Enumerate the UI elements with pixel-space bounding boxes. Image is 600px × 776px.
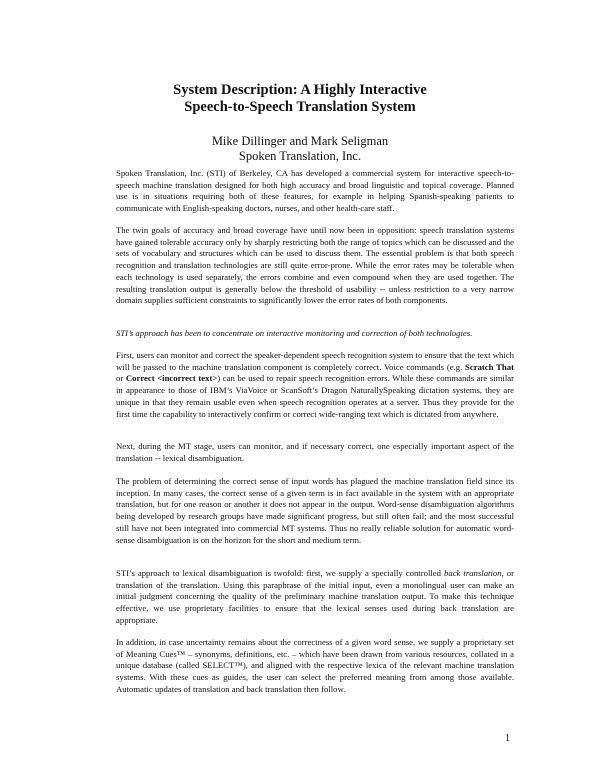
command-correct: Correct <incorrect text>	[125, 373, 218, 384]
paragraph-4-or: or	[116, 373, 124, 384]
paragraph-3	[116, 328, 514, 340]
paragraph-4-text-b: ) can be used to repair speech recognition errors. While these commands are similar in appearance to those of IBM’s ViaVoice or ScanSoft’s Dragon NaturallySpeaking dictation systems, they are unique in that they remain usable even when speech recognition operates at a server. Thus they provide for the first time the capability to interactively confirm or correct wide-ranging text which is dictated from anywhere.	[116, 373, 514, 419]
page-number: 1	[505, 733, 510, 744]
authors: Mike Dillinger and Mark Seligman	[211, 134, 389, 148]
paragraph-7	[116, 568, 514, 627]
paragraph-3-italic: STI’s approach has been to concentrate on interactive monitoring and correction of both technologies.	[116, 328, 473, 338]
paragraph-8: In addition, in case uncertainty remains about the correctness of a given word sense, we supply a proprietary set of Meaning Cues™ – synonyms, definitions, etc. – which have been drawn from various resources, collated in a unique database (called SELECT™), and aligned with the respective lexica of the relevant machine translation systems. With these cues as guides, the user can select the preferred meaning from among those available. Automatic updates of translation and back translation then follow.	[116, 637, 514, 694]
paragraph-1: Spoken Translation, Inc. (STI) of Berkeley, CA has developed a commercial system for interactive speech-to-speech machine translation designed for both high accuracy and broad linguistic and topical coverage. Planned use is in situations requiring both of these features, for example in helping Spanish-speaking patients to communicate with English-speaking doctors, nurses, and other health-care staff.	[116, 168, 514, 214]
back-translation-term: back translation	[444, 568, 502, 578]
title-line-2: Speech-to-Speech Translation System	[184, 99, 416, 115]
command-scratch-that: Scratch That	[465, 361, 514, 372]
paragraph-7-text-a: STI’s approach to lexical disambiguation is twofold: first, we supply a specially controlled	[116, 568, 441, 578]
title-line-1: System Description: A Highly Interactive	[173, 82, 427, 98]
paragraph-4-text-a: First, users can monitor and correct the speaker-dependent speech recognition system to ensure that the text which will be passed to the machine translation component is completely correct. Voice commands (e.g.	[116, 350, 514, 372]
paragraph-7-text-b: , or translation of the translation. Using this paraphrase of the initial input, even a monolingual user can make an initial judgment concerning the quality of the preliminary machine translation output. To make this technique effective, we use proprietary facilities to ensure that the lexical senses used during back translation are appropriate.	[116, 568, 514, 625]
paragraph-2: The twin goals of accuracy and broad coverage have until now been in opposition: speech translation systems have gained tolerable accuracy only by sharply restricting both the range of topics which can be discussed and the sets of vocabulary and structures which can be used to discuss them. The essential problem is that both speech recognition and translation technologies are still quite error-prone. While the error rates may be tolerable when each technology is used separately, the errors combine and even compound when they are used together. The resulting translation output is generally below the threshold of usability -- unless restriction to a very narrow domain supplies sufficient constraints to significantly lower the error rates of both components.	[116, 225, 514, 306]
affiliation: Spoken Translation, Inc.	[238, 149, 362, 163]
paragraph-5: Next, during the MT stage, users can monitor, and if necessary correct, one especially important aspect of the translation -- lexical disambiguation.	[116, 441, 514, 463]
paragraph-4	[116, 350, 514, 420]
paragraph-6: The problem of determining the correct sense of input words has plagued the machine translation field since its inception. In many cases, the correct sense of a given term is in fact available in the system with an appropriate translation, but for one reason or another it does not appear in the output. Word-sense disambiguation algorithms being developed by research groups have made significant progress, but still often fail; and the most successful still have not been integrated into commercial MT systems. Thus no really reliable solution for automatic word-sense disambiguation is on the horizon for the short and medium term.	[116, 476, 514, 545]
